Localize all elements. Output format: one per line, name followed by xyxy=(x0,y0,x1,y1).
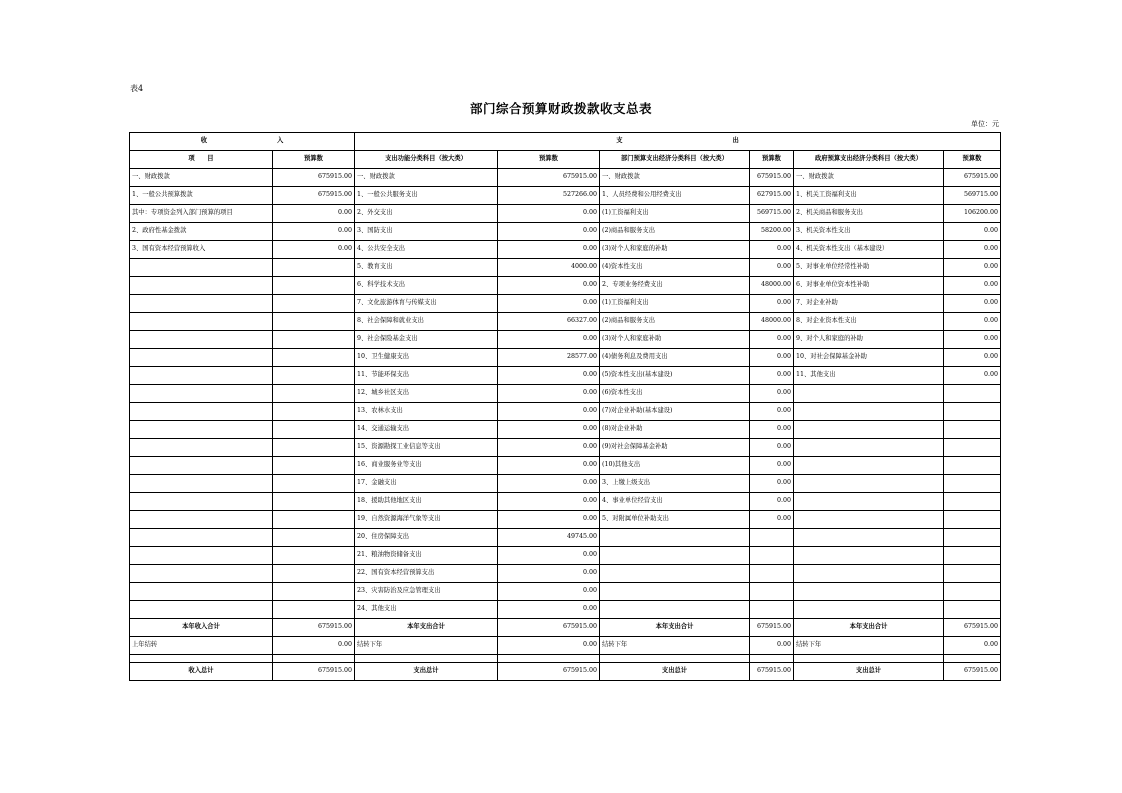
income-amount-cell xyxy=(273,457,355,475)
dept-item-cell: 一、财政拨款 xyxy=(600,169,750,187)
func-item-cell: 15、资源勘探工业信息等支出 xyxy=(355,439,498,457)
gov-item-cell xyxy=(794,457,944,475)
grand-income-label: 收入总计 xyxy=(130,663,273,681)
dept-item-cell: 5、对附属单位补助支出 xyxy=(600,511,750,529)
func-amount-cell: 0.00 xyxy=(498,205,600,223)
expense-header-left: 支 xyxy=(616,137,623,145)
dept-amount-cell: 0.00 xyxy=(750,385,794,403)
gov-item-cell: 10、对社会保障基金补助 xyxy=(794,349,944,367)
carry-gov-amount: 0.00 xyxy=(944,637,1001,655)
func-amount-cell: 0.00 xyxy=(498,241,600,259)
dept-item-cell: (6)资本性支出 xyxy=(600,385,750,403)
table-row xyxy=(130,547,1001,565)
gov-item-cell xyxy=(794,565,944,583)
table-row xyxy=(130,169,1001,187)
dept-amount-cell xyxy=(750,547,794,565)
func-amount-cell: 0.00 xyxy=(498,583,600,601)
gov-amount-cell xyxy=(944,529,1001,547)
gov-amount-cell: 0.00 xyxy=(944,241,1001,259)
dept-item-cell: (4)资本性支出 xyxy=(600,259,750,277)
func-amount-cell: 0.00 xyxy=(498,547,600,565)
func-item-cell: 6、科学技术支出 xyxy=(355,277,498,295)
func-amount-cell: 0.00 xyxy=(498,421,600,439)
grand-gov-amount: 675915.00 xyxy=(944,663,1001,681)
carry-gov-label: 结转下年 xyxy=(794,637,944,655)
func-item-cell: 2、外交支出 xyxy=(355,205,498,223)
dept-amount-cell: 48000.00 xyxy=(750,277,794,295)
func-amount-cell: 0.00 xyxy=(498,403,600,421)
dept-amount-cell: 0.00 xyxy=(750,421,794,439)
func-item-cell: 4、公共安全支出 xyxy=(355,241,498,259)
gov-amount-cell: 0.00 xyxy=(944,277,1001,295)
blank-cell xyxy=(273,655,355,663)
col-func-amount: 预算数 xyxy=(498,151,600,169)
income-item-cell xyxy=(130,385,273,403)
income-item-cell xyxy=(130,457,273,475)
table-row xyxy=(130,241,1001,259)
table-row xyxy=(130,295,1001,313)
income-amount-cell xyxy=(273,547,355,565)
gov-item-cell xyxy=(794,511,944,529)
unit-label: 单位：元 xyxy=(971,120,999,128)
gov-amount-cell xyxy=(944,547,1001,565)
gov-item-cell: 4、机关资本性支出（基本建设） xyxy=(794,241,944,259)
dept-item-cell xyxy=(600,583,750,601)
table-row xyxy=(130,403,1001,421)
income-item-cell xyxy=(130,277,273,295)
income-item-cell: 1、一般公共预算拨款 xyxy=(130,187,273,205)
blank-cell xyxy=(600,655,750,663)
func-item-cell: 7、文化旅游体育与传媒支出 xyxy=(355,295,498,313)
income-amount-cell: 675915.00 xyxy=(273,169,355,187)
table-row xyxy=(130,187,1001,205)
income-item-cell: 一、财政拨款 xyxy=(130,169,273,187)
table-row xyxy=(130,349,1001,367)
dept-item-cell: (8)对企业补助 xyxy=(600,421,750,439)
dept-item-cell: 3、上缴上级支出 xyxy=(600,475,750,493)
carry-func-label: 结转下年 xyxy=(355,637,498,655)
gov-amount-cell: 0.00 xyxy=(944,367,1001,385)
year-income-label: 本年收入合计 xyxy=(130,619,273,637)
gov-amount-cell: 0.00 xyxy=(944,223,1001,241)
func-amount-cell: 0.00 xyxy=(498,601,600,619)
carry-income-label: 上年结转 xyxy=(130,637,273,655)
dept-item-cell: (10)其他支出 xyxy=(600,457,750,475)
gov-amount-cell xyxy=(944,601,1001,619)
dept-item-cell: (9)对社会保障基金补助 xyxy=(600,439,750,457)
func-item-cell: 23、灾害防治及应急管理支出 xyxy=(355,583,498,601)
gov-amount-cell xyxy=(944,493,1001,511)
gov-item-cell: 1、机关工资福利支出 xyxy=(794,187,944,205)
income-amount-cell xyxy=(273,493,355,511)
dept-item-cell: (3)对个人和家庭的补助 xyxy=(600,241,750,259)
dept-amount-cell xyxy=(750,583,794,601)
func-item-cell: 9、社会保险基金支出 xyxy=(355,331,498,349)
dept-amount-cell xyxy=(750,529,794,547)
func-item-cell: 12、城乡社区支出 xyxy=(355,385,498,403)
table-row xyxy=(130,511,1001,529)
col-func-item: 支出功能分类科目（按大类） xyxy=(355,151,498,169)
dept-amount-cell: 569715.00 xyxy=(750,205,794,223)
gov-amount-cell: 675915.00 xyxy=(944,169,1001,187)
income-header-right: 入 xyxy=(277,137,284,145)
page-title: 部门综合预算财政拨款收支总表 xyxy=(469,101,652,116)
gov-item-cell: 11、其他支出 xyxy=(794,367,944,385)
carry-dept-label: 结转下年 xyxy=(600,637,750,655)
income-amount-cell xyxy=(273,601,355,619)
func-amount-cell: 49745.00 xyxy=(498,529,600,547)
grand-func-label: 支出总计 xyxy=(355,663,498,681)
gov-amount-cell xyxy=(944,583,1001,601)
func-amount-cell: 0.00 xyxy=(498,367,600,385)
dept-item-cell: (2)商品和服务支出 xyxy=(600,223,750,241)
func-item-cell: 20、住房保障支出 xyxy=(355,529,498,547)
gov-amount-cell xyxy=(944,565,1001,583)
income-item-cell xyxy=(130,367,273,385)
gov-item-cell xyxy=(794,403,944,421)
dept-item-cell: 4、事业单位经营支出 xyxy=(600,493,750,511)
income-amount-cell xyxy=(273,259,355,277)
table-row xyxy=(130,493,1001,511)
dept-item-cell: (2)商品和服务支出 xyxy=(600,313,750,331)
income-amount-cell xyxy=(273,349,355,367)
col-gov-amount: 预算数 xyxy=(944,151,1001,169)
carry-dept-amount: 0.00 xyxy=(750,637,794,655)
func-amount-cell: 527266.00 xyxy=(498,187,600,205)
table-row xyxy=(130,313,1001,331)
func-amount-cell: 0.00 xyxy=(498,385,600,403)
func-amount-cell: 0.00 xyxy=(498,475,600,493)
gov-item-cell xyxy=(794,529,944,547)
income-amount-cell xyxy=(273,421,355,439)
income-item-cell: 其中：专项资金列入部门预算的项目 xyxy=(130,205,273,223)
col-income-amount: 预算数 xyxy=(273,151,355,169)
dept-amount-cell: 0.00 xyxy=(750,493,794,511)
column-header-row xyxy=(130,151,1001,169)
table-row xyxy=(130,385,1001,403)
gov-amount-cell: 0.00 xyxy=(944,331,1001,349)
func-item-cell: 18、援助其他地区支出 xyxy=(355,493,498,511)
col-dept-amount: 预算数 xyxy=(750,151,794,169)
income-item-cell: 2、政府性基金拨款 xyxy=(130,223,273,241)
gov-amount-cell: 569715.00 xyxy=(944,187,1001,205)
func-amount-cell: 675915.00 xyxy=(498,169,600,187)
gov-item-cell xyxy=(794,547,944,565)
dept-item-cell: (7)对企业补助(基本建设) xyxy=(600,403,750,421)
func-amount-cell: 0.00 xyxy=(498,511,600,529)
income-amount-cell: 0.00 xyxy=(273,241,355,259)
func-item-cell: 8、社会保障和就业支出 xyxy=(355,313,498,331)
year-income-amount: 675915.00 xyxy=(273,619,355,637)
carry-func-amount: 0.00 xyxy=(498,637,600,655)
func-item-cell: 10、卫生健康支出 xyxy=(355,349,498,367)
income-item-cell xyxy=(130,403,273,421)
gov-item-cell: 9、对个人和家庭的补助 xyxy=(794,331,944,349)
income-item-cell xyxy=(130,259,273,277)
gov-item-cell: 8、对企业资本性支出 xyxy=(794,313,944,331)
func-amount-cell: 0.00 xyxy=(498,565,600,583)
dept-item-cell xyxy=(600,529,750,547)
gov-amount-cell xyxy=(944,475,1001,493)
table-row xyxy=(130,205,1001,223)
income-group-header xyxy=(130,133,355,151)
income-amount-cell xyxy=(273,475,355,493)
gov-item-cell xyxy=(794,421,944,439)
dept-item-cell: (1)工资福利支出 xyxy=(600,205,750,223)
func-amount-cell: 0.00 xyxy=(498,439,600,457)
dept-amount-cell: 627915.00 xyxy=(750,187,794,205)
dept-amount-cell: 0.00 xyxy=(750,295,794,313)
gov-item-cell: 5、对事业单位经常性补助 xyxy=(794,259,944,277)
func-amount-cell: 28577.00 xyxy=(498,349,600,367)
income-item-cell xyxy=(130,511,273,529)
gov-item-cell: 7、对企业补助 xyxy=(794,295,944,313)
income-amount-cell xyxy=(273,313,355,331)
func-item-cell: 5、教育支出 xyxy=(355,259,498,277)
func-amount-cell: 0.00 xyxy=(498,493,600,511)
gov-amount-cell xyxy=(944,403,1001,421)
func-amount-cell: 0.00 xyxy=(498,295,600,313)
dept-item-cell: 2、专项业务经费支出 xyxy=(600,277,750,295)
gov-amount-cell xyxy=(944,457,1001,475)
income-item-cell xyxy=(130,583,273,601)
func-amount-cell: 0.00 xyxy=(498,277,600,295)
group-header-row xyxy=(130,133,1001,151)
gov-amount-cell: 0.00 xyxy=(944,259,1001,277)
income-item-cell xyxy=(130,475,273,493)
income-item-cell xyxy=(130,313,273,331)
grand-total-row xyxy=(130,663,1001,681)
income-amount-cell xyxy=(273,295,355,313)
table-number: 表4 xyxy=(130,84,144,93)
func-amount-cell: 0.00 xyxy=(498,457,600,475)
expense-group-header xyxy=(355,133,1001,151)
blank-cell xyxy=(944,655,1001,663)
dept-amount-cell xyxy=(750,601,794,619)
income-header-left: 收 xyxy=(200,137,207,145)
gov-amount-cell: 0.00 xyxy=(944,295,1001,313)
income-amount-cell: 0.00 xyxy=(273,223,355,241)
gov-item-cell xyxy=(794,583,944,601)
gov-item-cell: 6、对事业单位资本性补助 xyxy=(794,277,944,295)
table-row xyxy=(130,439,1001,457)
func-item-cell: 21、粮油物资储备支出 xyxy=(355,547,498,565)
gov-amount-cell: 0.00 xyxy=(944,313,1001,331)
grand-dept-label: 支出总计 xyxy=(600,663,750,681)
table-row xyxy=(130,529,1001,547)
blank-cell xyxy=(750,655,794,663)
gov-amount-cell xyxy=(944,439,1001,457)
table-row xyxy=(130,475,1001,493)
table-row xyxy=(130,223,1001,241)
dept-amount-cell: 0.00 xyxy=(750,403,794,421)
dept-item-cell: 1、人员经费和公用经费支出 xyxy=(600,187,750,205)
income-amount-cell xyxy=(273,439,355,457)
func-item-cell: 1、一般公共服务支出 xyxy=(355,187,498,205)
gov-item-cell xyxy=(794,385,944,403)
dept-amount-cell xyxy=(750,565,794,583)
income-amount-cell xyxy=(273,403,355,421)
budget-table xyxy=(129,132,1001,681)
table-row xyxy=(130,331,1001,349)
income-item-cell xyxy=(130,529,273,547)
dept-amount-cell: 0.00 xyxy=(750,259,794,277)
func-item-cell: 14、交通运输支出 xyxy=(355,421,498,439)
income-amount-cell xyxy=(273,277,355,295)
func-item-cell: 16、商业服务业等支出 xyxy=(355,457,498,475)
expense-header-right: 出 xyxy=(732,137,739,145)
gov-amount-cell xyxy=(944,385,1001,403)
dept-amount-cell: 0.00 xyxy=(750,331,794,349)
table-row xyxy=(130,367,1001,385)
year-gov-amount: 675915.00 xyxy=(944,619,1001,637)
gov-item-cell xyxy=(794,493,944,511)
dept-amount-cell: 0.00 xyxy=(750,349,794,367)
income-amount-cell xyxy=(273,529,355,547)
func-item-cell: 3、国防支出 xyxy=(355,223,498,241)
table-row xyxy=(130,259,1001,277)
gov-item-cell xyxy=(794,439,944,457)
income-item-cell xyxy=(130,547,273,565)
income-item-cell xyxy=(130,421,273,439)
blank-cell xyxy=(130,655,273,663)
dept-amount-cell: 0.00 xyxy=(750,241,794,259)
table-row xyxy=(130,601,1001,619)
income-item-cell xyxy=(130,439,273,457)
func-item-cell: 11、节能环保支出 xyxy=(355,367,498,385)
income-amount-cell xyxy=(273,331,355,349)
income-amount-cell xyxy=(273,385,355,403)
grand-func-amount: 675915.00 xyxy=(498,663,600,681)
func-item-cell: 一、财政拨款 xyxy=(355,169,498,187)
gov-item-cell: 2、机关商品和服务支出 xyxy=(794,205,944,223)
gov-amount-cell xyxy=(944,511,1001,529)
func-item-cell: 24、其他支出 xyxy=(355,601,498,619)
income-item-cell xyxy=(130,565,273,583)
grand-dept-amount: 675915.00 xyxy=(750,663,794,681)
table-row xyxy=(130,421,1001,439)
gov-amount-cell xyxy=(944,421,1001,439)
grand-gov-label: 支出总计 xyxy=(794,663,944,681)
dept-item-cell xyxy=(600,547,750,565)
func-item-cell: 22、国有资本经营预算支出 xyxy=(355,565,498,583)
func-amount-cell: 0.00 xyxy=(498,223,600,241)
dept-amount-cell: 0.00 xyxy=(750,511,794,529)
gov-item-cell xyxy=(794,601,944,619)
table-row xyxy=(130,565,1001,583)
grand-income-amount: 675915.00 xyxy=(273,663,355,681)
dept-item-cell xyxy=(600,565,750,583)
income-item-cell xyxy=(130,331,273,349)
blank-cell xyxy=(498,655,600,663)
income-amount-cell xyxy=(273,565,355,583)
func-item-cell: 17、金融支出 xyxy=(355,475,498,493)
func-amount-cell: 0.00 xyxy=(498,331,600,349)
gov-amount-cell: 106200.00 xyxy=(944,205,1001,223)
income-item-cell xyxy=(130,349,273,367)
gov-item-cell: 一、财政拨款 xyxy=(794,169,944,187)
func-amount-cell: 4000.00 xyxy=(498,259,600,277)
func-amount-cell: 66327.00 xyxy=(498,313,600,331)
dept-item-cell: (5)资本性支出(基本建设) xyxy=(600,367,750,385)
gov-item-cell: 3、机关资本性支出 xyxy=(794,223,944,241)
income-amount-cell: 0.00 xyxy=(273,205,355,223)
year-func-amount: 675915.00 xyxy=(498,619,600,637)
blank-row xyxy=(130,655,1001,663)
year-gov-label: 本年支出合计 xyxy=(794,619,944,637)
year-dept-label: 本年支出合计 xyxy=(600,619,750,637)
carry-income-amount: 0.00 xyxy=(273,637,355,655)
dept-amount-cell: 0.00 xyxy=(750,439,794,457)
income-amount-cell: 675915.00 xyxy=(273,187,355,205)
income-amount-cell xyxy=(273,367,355,385)
income-amount-cell xyxy=(273,583,355,601)
income-amount-cell xyxy=(273,511,355,529)
dept-amount-cell: 0.00 xyxy=(750,457,794,475)
income-item-cell xyxy=(130,295,273,313)
year-func-label: 本年支出合计 xyxy=(355,619,498,637)
dept-amount-cell: 0.00 xyxy=(750,475,794,493)
income-item-cell xyxy=(130,493,273,511)
blank-cell xyxy=(794,655,944,663)
carry-row xyxy=(130,637,1001,655)
dept-amount-cell: 0.00 xyxy=(750,367,794,385)
dept-amount-cell: 675915.00 xyxy=(750,169,794,187)
gov-item-cell xyxy=(794,475,944,493)
dept-item-cell: (4)债务利息及费用支出 xyxy=(600,349,750,367)
income-item-cell: 3、国有资本经营预算收入 xyxy=(130,241,273,259)
gov-amount-cell: 0.00 xyxy=(944,349,1001,367)
year-total-row xyxy=(130,619,1001,637)
col-dept-item: 部门预算支出经济分类科目（按大类） xyxy=(600,151,750,169)
table-row xyxy=(130,457,1001,475)
col-income-item: 项 目 xyxy=(130,151,273,169)
table-row xyxy=(130,277,1001,295)
year-dept-amount: 675915.00 xyxy=(750,619,794,637)
blank-cell xyxy=(355,655,498,663)
func-item-cell: 13、农林水支出 xyxy=(355,403,498,421)
income-item-cell xyxy=(130,601,273,619)
dept-amount-cell: 48000.00 xyxy=(750,313,794,331)
table-row xyxy=(130,583,1001,601)
func-item-cell: 19、自然资源海洋气象等支出 xyxy=(355,511,498,529)
dept-item-cell: (3)对个人和家庭补助 xyxy=(600,331,750,349)
dept-item-cell: (1)工资福利支出 xyxy=(600,295,750,313)
dept-amount-cell: 58200.00 xyxy=(750,223,794,241)
dept-item-cell xyxy=(600,601,750,619)
col-gov-item: 政府预算支出经济分类科目（按大类） xyxy=(794,151,944,169)
table-body xyxy=(130,169,1001,619)
